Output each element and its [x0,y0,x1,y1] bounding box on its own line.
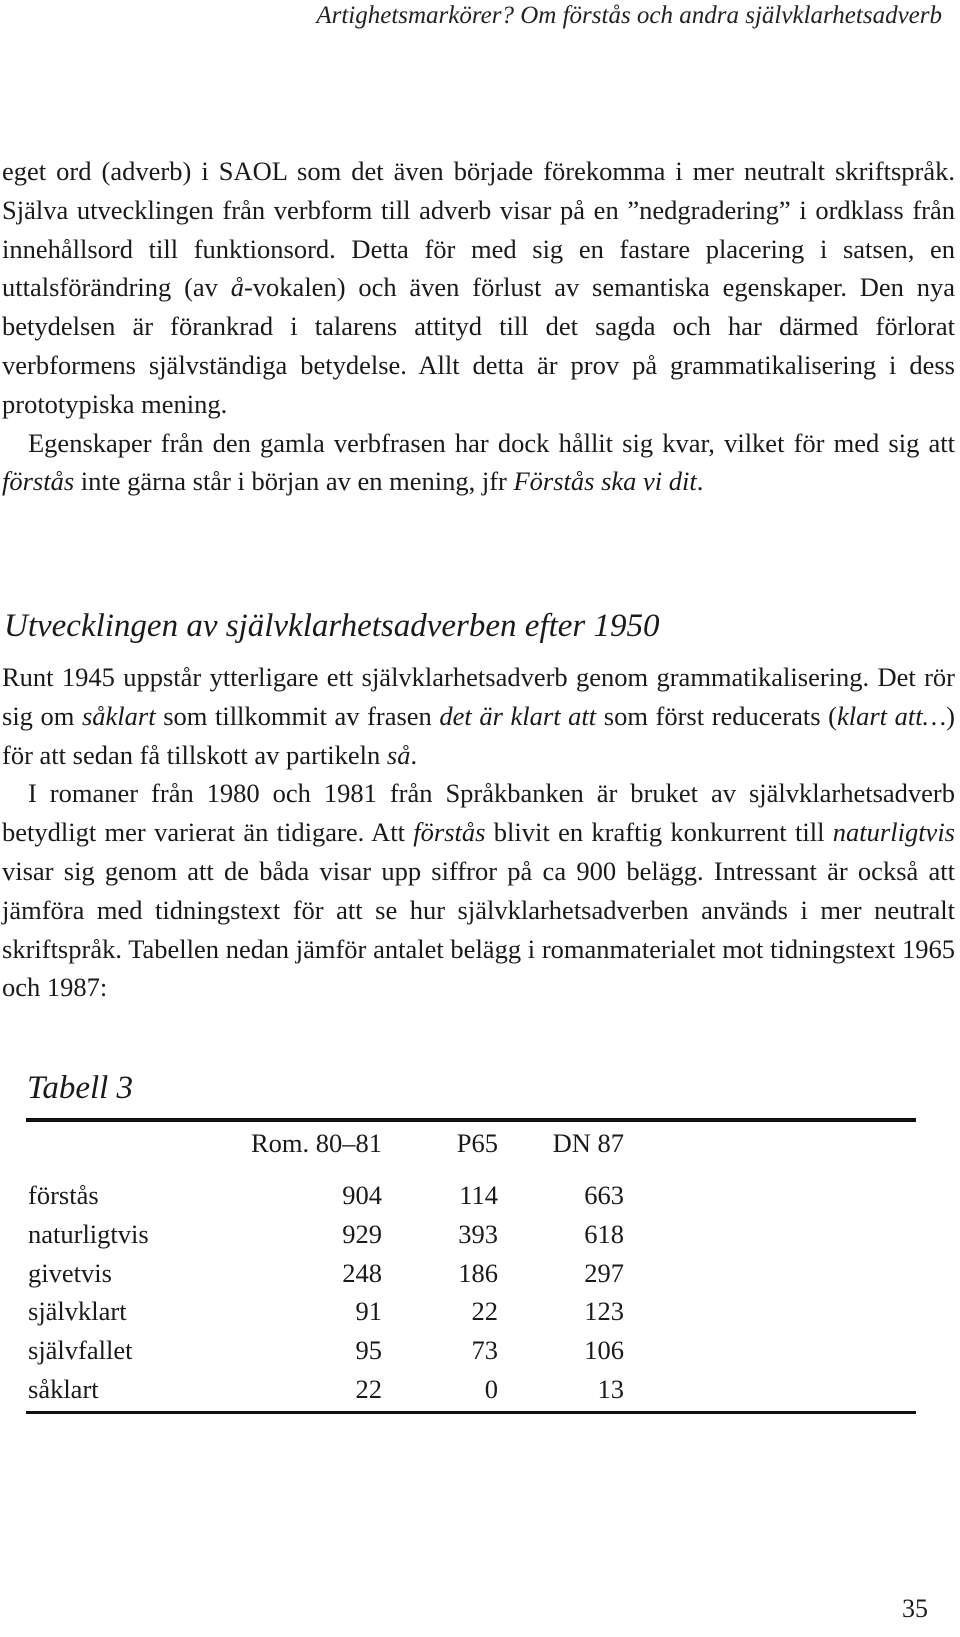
table-caption: Tabell 3 [27,1070,134,1106]
row-label: såklart [28,1373,99,1404]
table-cell: 186 [458,1257,498,1288]
italic-run: förstås [413,817,486,848]
table-cell: 13 [597,1373,624,1404]
italic-run: Förstås ska vi dit [513,466,697,497]
text-run: eget ord (adverb) i SAOL som det även började förekomma i mer neutralt skriftspråk. Själva utvecklingen från verbform till adverb visar på en ”nedgradering” i ordklass från innehållsord till funktionsord. Detta för med sig en fastare placering i satsen, en uttalsförändring (av [2,156,955,303]
italic-run: det är klart att [439,700,597,731]
running-head: Artighetsmarkörer? Om förstås och andra självklarhetsadverb [316,2,942,29]
italic-run: naturligtvis [832,817,955,848]
table-top-rule [26,1118,916,1122]
table-cell: 618 [584,1218,624,1249]
row-label: självfallet [28,1335,133,1366]
table-header-row [26,1124,916,1168]
text-run: Egenskaper från den gamla verbfrasen har dock hållit sig kvar, vilket för med sig att [28,427,955,458]
paragraph [2,152,955,424]
column-header: P65 [456,1128,498,1158]
table-row [26,1374,916,1413]
text-run: -vokalen) och även förlust av semantiska egenskaper. Den nya betydelsen är förankrad i talarens attityd till det sagda och har därmed förlorat verbformens självständiga betydelse. Allt detta är prov på grammatikalisering i dess prototypiska mening. [2,272,956,419]
page-number: 35 [902,1594,928,1623]
italic-run: å [230,272,244,303]
table-cell: 22 [355,1373,382,1404]
table-cell: 929 [342,1218,382,1249]
italic-run: klart att… [836,700,947,731]
body-text-section-1 [2,152,955,501]
table-cell: 123 [584,1296,624,1327]
table-body [26,1180,916,1413]
body-text-section-2 [2,658,955,1007]
table-cell: 114 [459,1180,498,1210]
text-run: ) för att sedan få tillskott av partikeln [2,700,955,770]
table-row [26,1296,916,1335]
text-run: Runt 1945 uppstår ytterligare ett självklarhetsadverb genom grammatikalisering. Det rör sig om [2,662,955,731]
text-run: blivit en kraftig konkurrent till [485,817,833,848]
text-run: som först reducerats ( [596,700,837,731]
table-bottom-rule [26,1411,916,1414]
row-label: förstås [28,1180,99,1210]
row-label: självklart [28,1296,127,1327]
row-label: naturligtvis [28,1218,149,1249]
table-cell: 22 [471,1296,498,1327]
paragraph [2,424,955,502]
column-header: DN 87 [552,1128,624,1158]
table-row [26,1219,916,1258]
paragraph [2,774,955,1007]
text-run: I romaner från 1980 och 1981 från Språkbanken är bruket av självklarhetsadverb betydligt mer varierat än tidigare. Att [2,778,955,848]
row-label: givetvis [28,1257,112,1288]
table-cell: 0 [484,1373,498,1404]
table-cell: 904 [342,1180,382,1210]
section-heading: Utvecklingen av självklarhetsadverben efter 1950 [4,608,660,644]
table-cell: 95 [355,1335,382,1366]
table-row [26,1258,916,1297]
italic-run: så [386,739,411,770]
table-cell: 73 [471,1335,498,1366]
text-run: som tillkommit av frasen [155,700,440,731]
table-cell: 297 [584,1257,624,1288]
frequency-table [26,1124,916,1404]
table-cell: 248 [342,1257,382,1288]
text-run: visar sig genom att de båda visar upp siffror på ca 900 belägg. Intressant är också att jämföra med tidningstext för att se hur självklarhetsadverben används i mer neutralt skriftspråk. Tabellen nedan jämför antalet belägg i romanmaterialet mot tidningstext 1965 och 1987: [2,855,955,1003]
text-run: . [696,466,704,497]
table-row [26,1335,916,1374]
table-cell: 106 [584,1335,624,1366]
table-cell: 91 [355,1296,382,1327]
table-cell: 393 [458,1218,498,1249]
paragraph [2,658,955,774]
table-row [26,1180,916,1219]
italic-run: såklart [81,700,156,731]
text-run: inte gärna står i början av en mening, jfr [74,466,514,497]
column-header: Rom. 80–81 [250,1128,382,1158]
italic-run: förstås [2,466,75,497]
text-run: . [410,739,418,770]
table-cell: 663 [584,1180,624,1210]
